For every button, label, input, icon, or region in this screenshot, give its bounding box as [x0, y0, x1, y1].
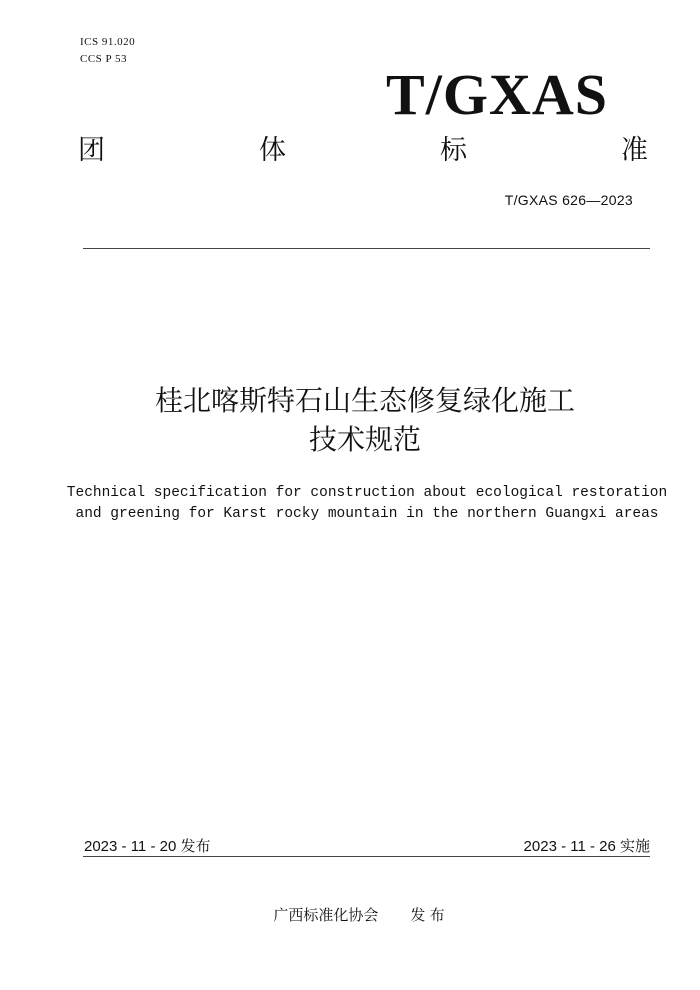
- standard-type-char: 团: [78, 135, 105, 165]
- publisher-name: 广西标准化协会: [273, 907, 379, 924]
- title-english-line-1: Technical specification for construction about ecological restoration: [66, 485, 668, 501]
- bottom-divider: [83, 856, 650, 857]
- publish-label: 发 布: [410, 907, 445, 924]
- standard-type: [78, 136, 648, 166]
- ics-code: ICS 91.020: [80, 36, 136, 48]
- standard-number: T/GXAS 626—2023: [504, 192, 633, 208]
- implementation-date: 2023 - 11 - 26 实施: [523, 838, 650, 855]
- title-chinese-line-2: 技术规范: [308, 424, 421, 455]
- standard-type-char: 体: [259, 135, 286, 165]
- top-divider: [83, 248, 650, 249]
- ccs-code: CCS P 53: [80, 53, 128, 65]
- standard-type-char: 标: [440, 135, 467, 165]
- publisher-line: [0, 904, 700, 925]
- standard-type-char: 准: [621, 135, 648, 165]
- title-english-line-2: and greening for Karst rocky mountain in the northern Guangxi areas: [75, 506, 659, 522]
- title-chinese-line-1: 桂北喀斯特石山生态修复绿化施工: [154, 385, 575, 416]
- organization-code: T/GXAS: [386, 62, 608, 127]
- issue-date: 2023 - 11 - 20 发布: [84, 838, 211, 855]
